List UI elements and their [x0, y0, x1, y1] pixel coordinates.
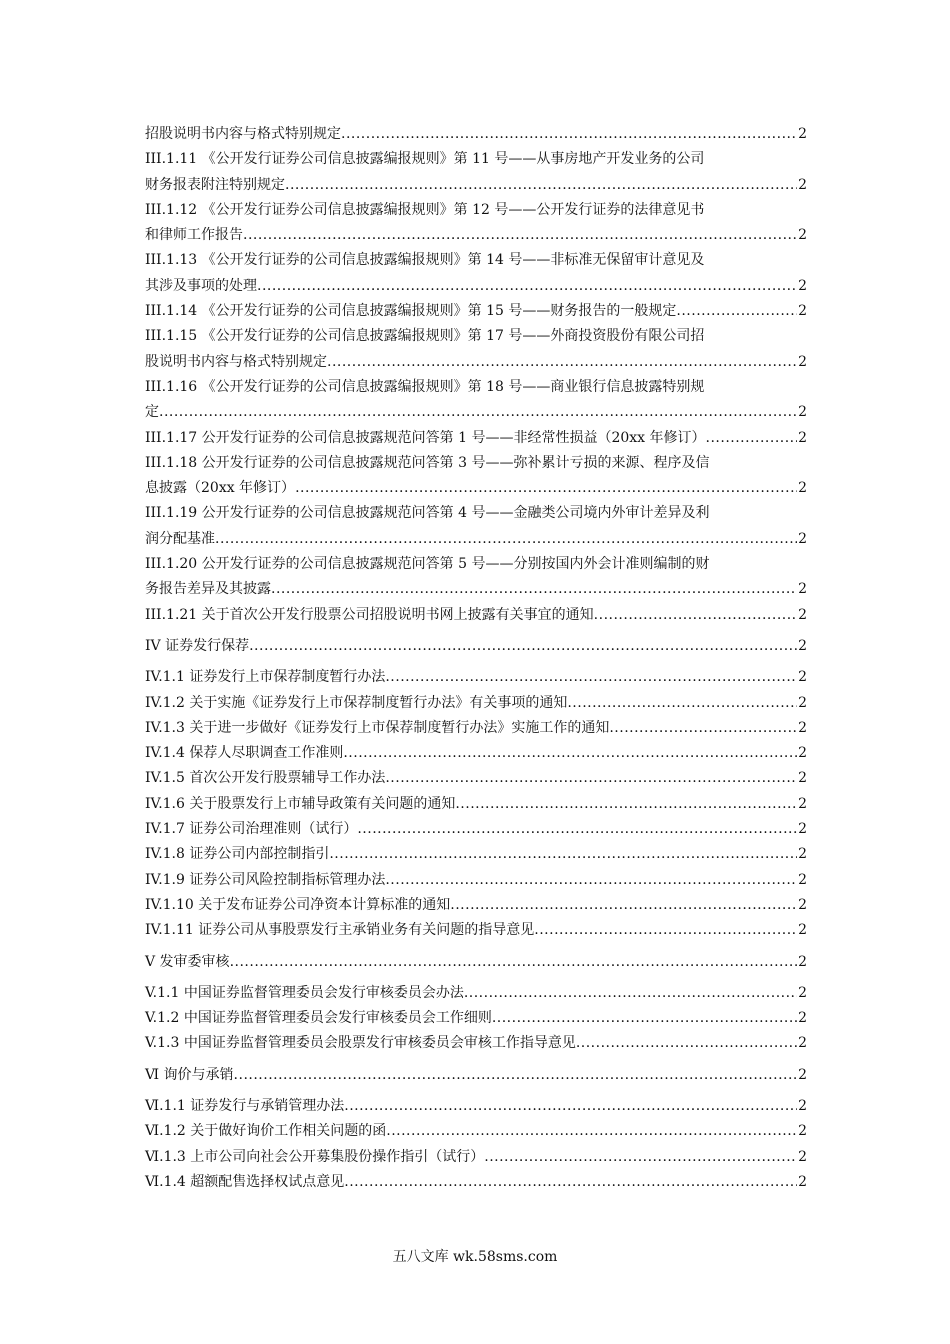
toc-entry-title: Ⅵ.1.4 超额配售选择权试点意见	[145, 1173, 345, 1190]
toc-entry-leader-line	[145, 350, 807, 375]
dot-leader	[567, 691, 797, 716]
toc-entry[interactable]	[145, 766, 807, 791]
toc-page-number: 2	[798, 694, 807, 711]
toc-page-number: 2	[798, 277, 807, 294]
dot-leader	[492, 1006, 797, 1031]
toc-entry[interactable]	[145, 1006, 807, 1031]
toc-entry-leader-line	[145, 1170, 807, 1195]
toc-entry-leader-line	[145, 223, 807, 248]
toc-page-number: 2	[798, 1097, 807, 1114]
toc-entry[interactable]	[145, 893, 807, 918]
toc-page-number: 2	[798, 1173, 807, 1190]
toc-page-number: 2	[798, 1010, 807, 1027]
toc-entry-leader-line	[145, 173, 807, 198]
toc-entry-title: IV.1.4 保荐人尽职调查工作准则	[145, 745, 344, 762]
toc-entry-title: IV.1.8 证券公司内部控制指引	[145, 846, 330, 863]
toc-entry-title: 其涉及事项的处理	[145, 277, 257, 294]
toc-entry-leader-line	[145, 741, 807, 766]
toc-entry-leader-line	[145, 527, 807, 552]
toc-page-number: 2	[798, 1123, 807, 1140]
toc-page-number: 2	[798, 984, 807, 1001]
toc-entry[interactable]	[145, 451, 807, 502]
toc-entry-title-line: III.1.19 公开发行证券的公司信息披露规范问答第 4 号——金融类公司境内外审计差异及利	[145, 505, 710, 522]
toc-entry[interactable]	[145, 248, 807, 299]
dot-leader	[243, 223, 797, 248]
toc-entry[interactable]	[145, 299, 807, 324]
toc-entry-title-line: III.1.15 《公开发行证券的公司信息披露编报规则》第 17 号——外商投资股份有限公司招	[145, 328, 705, 345]
toc-entry[interactable]	[145, 981, 807, 1006]
dot-leader	[609, 716, 797, 741]
dot-leader	[257, 274, 797, 299]
toc-entry-leader-line	[145, 981, 807, 1006]
dot-leader	[295, 476, 797, 501]
toc-entry-title: Ⅵ 询价与承销	[145, 1066, 234, 1083]
toc-entry-leader-line	[145, 1063, 807, 1088]
toc-entry-leader-line	[145, 1094, 807, 1119]
dot-leader	[215, 527, 797, 552]
toc-entry[interactable]	[145, 868, 807, 893]
toc-entry-leader-line	[145, 766, 807, 791]
toc-entry[interactable]	[145, 741, 807, 766]
toc-entry-title: IV.1.3 关于进一步做好《证券发行上市保荐制度暂行办法》实施工作的通知	[145, 719, 610, 736]
toc-entry[interactable]	[145, 842, 807, 867]
toc-entry-title: V.1.3 中国证券监督管理委员会股票发行审核委员会审核工作指导意见	[145, 1035, 576, 1052]
dot-leader	[676, 299, 797, 324]
toc-page-number: 2	[798, 719, 807, 736]
toc-page-number: 2	[798, 953, 807, 970]
toc-entry-leader-line	[145, 1145, 807, 1170]
toc-entry-title-line: III.1.13 《公开发行证券的公司信息披露编报规则》第 14 号——非标准无保留审计意见及	[145, 252, 705, 269]
dot-leader	[271, 577, 797, 602]
dot-leader	[386, 1119, 797, 1144]
toc-entry-leader-line	[145, 950, 807, 975]
toc-page-number: 2	[798, 770, 807, 787]
footer-watermark: 五八文库 wk.58sms.com	[392, 1249, 558, 1265]
toc-entry-title: V.1.2 中国证券监督管理委员会发行审核委员会工作细则	[145, 1010, 492, 1027]
table-of-contents	[145, 122, 807, 1195]
toc-entry[interactable]	[145, 198, 807, 249]
toc-entry-title: IV.1.7 证券公司治理准则（试行）	[145, 821, 358, 838]
toc-entry-title: V.1.1 中国证券监督管理委员会发行审核委员会办法	[145, 984, 464, 1001]
toc-entry-leader-line	[145, 1031, 807, 1056]
toc-entry-leader-line	[145, 299, 807, 324]
dot-leader	[357, 817, 797, 842]
toc-entry[interactable]	[145, 918, 807, 943]
toc-entry-title: IV.1.5 首次公开发行股票辅导工作办法	[145, 770, 386, 787]
toc-entry[interactable]	[145, 716, 807, 741]
toc-entry-leader-line	[145, 274, 807, 299]
toc-page-number: 2	[798, 353, 807, 370]
toc-entry[interactable]	[145, 1170, 807, 1195]
toc-entry-title: IV.1.2 关于实施《证券发行上市保荐制度暂行办法》有关事项的通知	[145, 694, 568, 711]
toc-entry[interactable]	[145, 665, 807, 690]
toc-page-number: 2	[798, 176, 807, 193]
toc-entry-title: 务报告差异及其披露	[145, 581, 271, 598]
toc-section-heading[interactable]	[145, 634, 807, 659]
toc-entry-title: 息披露（20xx 年修订）	[145, 480, 296, 497]
dot-leader	[534, 918, 797, 943]
toc-entry-leader-line	[145, 665, 807, 690]
toc-entry[interactable]	[145, 1031, 807, 1056]
dot-leader	[455, 792, 797, 817]
dot-leader	[484, 1145, 797, 1170]
toc-entry-title-line: III.1.12 《公开发行证券公司信息披露编报规则》第 12 号——公开发行证券的法律意见书	[145, 201, 705, 218]
toc-entry-leader-line	[145, 476, 807, 501]
toc-entry-leader-line	[145, 400, 807, 425]
toc-entry[interactable]	[145, 691, 807, 716]
toc-entry[interactable]	[145, 1094, 807, 1119]
dot-leader	[450, 893, 797, 918]
toc-page-number: 2	[798, 126, 807, 142]
dot-leader	[341, 122, 797, 147]
toc-entry-title: 和律师工作报告	[145, 227, 243, 244]
toc-entry[interactable]	[145, 603, 807, 628]
toc-entry-leader-line	[145, 868, 807, 893]
toc-entry-title: V 发审委审核	[145, 953, 230, 970]
dot-leader	[706, 426, 798, 451]
toc-entry-leader-line	[145, 817, 807, 842]
dot-leader	[329, 842, 797, 867]
toc-page-number: 2	[798, 1148, 807, 1165]
dot-leader	[385, 868, 797, 893]
toc-entry-title: 定	[145, 404, 159, 421]
dot-leader	[344, 1094, 797, 1119]
toc-entry-leader-line	[145, 792, 807, 817]
toc-entry[interactable]	[145, 426, 807, 451]
dot-leader	[159, 400, 797, 425]
toc-entry-leader-line	[145, 918, 807, 943]
toc-entry-title: 股说明书内容与格式特别规定	[145, 353, 327, 370]
dot-leader	[385, 766, 797, 791]
toc-page-number: 2	[798, 871, 807, 888]
toc-page-number: 2	[798, 896, 807, 913]
toc-entry-title-line: III.1.11 《公开发行证券公司信息披露编报规则》第 11 号——从事房地产开发业务的公司	[145, 151, 705, 168]
toc-section-heading[interactable]	[145, 1063, 807, 1088]
dot-leader	[249, 634, 797, 659]
dot-leader	[385, 665, 797, 690]
toc-entry-leader-line	[145, 634, 807, 659]
toc-page-number: 2	[798, 429, 807, 446]
toc-entry[interactable]	[145, 552, 807, 603]
toc-entry-title: IV.1.6 关于股票发行上市辅导政策有关问题的通知	[145, 795, 456, 812]
toc-page-number: 2	[798, 795, 807, 812]
toc-entry-title-line: III.1.16 《公开发行证券的公司信息披露编报规则》第 18 号——商业银行信息披露特别规	[145, 378, 705, 395]
toc-entry-title: IV.1.11 证券公司从事股票发行主承销业务有关问题的指导意见	[145, 922, 535, 939]
toc-page-number: 2	[798, 1035, 807, 1052]
toc-page-number: 2	[798, 227, 807, 244]
toc-entry[interactable]	[145, 817, 807, 842]
toc-page-number: 2	[798, 922, 807, 939]
toc-page-number: 2	[798, 530, 807, 547]
toc-entry-title-line: III.1.20 公开发行证券的公司信息披露规范问答第 5 号——分别按国内外会计准则编制的财	[145, 556, 710, 573]
toc-entry-leader-line	[145, 603, 807, 628]
toc-entry[interactable]	[145, 501, 807, 552]
toc-entry[interactable]	[145, 375, 807, 426]
toc-entry-title: 招股说明书内容与格式特别规定	[145, 126, 341, 142]
dot-leader	[594, 603, 797, 628]
toc-entry-leader-line	[145, 426, 807, 451]
toc-entry-title: IV.1.9 证券公司风险控制指标管理办法	[145, 871, 386, 888]
toc-entry-title: 润分配基准	[145, 530, 215, 547]
dot-leader	[576, 1031, 797, 1056]
toc-entry-leader-line	[145, 122, 807, 147]
toc-entry-leader-line	[145, 577, 807, 602]
toc-entry-leader-line	[145, 842, 807, 867]
toc-entry-leader-line	[145, 893, 807, 918]
toc-entry[interactable]	[145, 324, 807, 375]
toc-entry[interactable]	[145, 1119, 807, 1144]
toc-page-number: 2	[798, 1066, 807, 1083]
toc-page-number: 2	[798, 745, 807, 762]
toc-entry-title: III.1.14 《公开发行证券的公司信息披露编报规则》第 15 号——财务报告的一般规定	[145, 303, 677, 320]
toc-entry-leader-line	[145, 1006, 807, 1031]
toc-entry-title: III.1.21 关于首次公开发行股票公司招股说明书网上披露有关事宜的通知	[145, 606, 594, 623]
toc-entry-title: IV 证券发行保荐	[145, 637, 250, 654]
toc-entry[interactable]	[145, 147, 807, 198]
dot-leader	[327, 350, 797, 375]
toc-page-number: 2	[798, 606, 807, 623]
toc-page-number: 2	[798, 480, 807, 497]
toc-entry-title: Ⅵ.1.2 关于做好询价工作相关问题的函	[145, 1123, 387, 1140]
toc-page-number: 2	[798, 669, 807, 686]
toc-page-number: 2	[798, 637, 807, 654]
toc-page-number: 2	[798, 581, 807, 598]
dot-leader	[234, 1063, 798, 1088]
dot-leader	[285, 173, 797, 198]
toc-entry-leader-line	[145, 1119, 807, 1144]
toc-entry-title: IV.1.10 关于发布证券公司净资本计算标准的通知	[145, 896, 451, 913]
toc-entry-title: IV.1.1 证券发行上市保荐制度暂行办法	[145, 669, 386, 686]
toc-section-heading[interactable]	[145, 950, 807, 975]
dot-leader	[344, 1170, 797, 1195]
toc-entry-leader-line	[145, 716, 807, 741]
toc-entry-leader-line	[145, 691, 807, 716]
toc-entry-title: 财务报表附注特别规定	[145, 176, 285, 193]
toc-page-number: 2	[798, 303, 807, 320]
dot-leader	[230, 950, 798, 975]
toc-entry-title: Ⅵ.1.3 上市公司向社会公开募集股份操作指引（试行）	[145, 1148, 485, 1165]
dot-leader	[343, 741, 797, 766]
toc-entry-title: Ⅵ.1.1 证券发行与承销管理办法	[145, 1097, 345, 1114]
toc-entry[interactable]	[145, 792, 807, 817]
toc-page-number: 2	[798, 821, 807, 838]
toc-entry[interactable]	[145, 122, 807, 147]
toc-entry[interactable]	[145, 1145, 807, 1170]
toc-entry-title: III.1.17 公开发行证券的公司信息披露规范问答第 1 号——非经常性损益（20xx 年修订）	[145, 429, 706, 446]
toc-entry-title-line: III.1.18 公开发行证券的公司信息披露规范问答第 3 号——弥补累计亏损的来源、程序及信	[145, 454, 710, 471]
toc-page-number: 2	[798, 846, 807, 863]
dot-leader	[464, 981, 797, 1006]
toc-page-number: 2	[798, 404, 807, 421]
